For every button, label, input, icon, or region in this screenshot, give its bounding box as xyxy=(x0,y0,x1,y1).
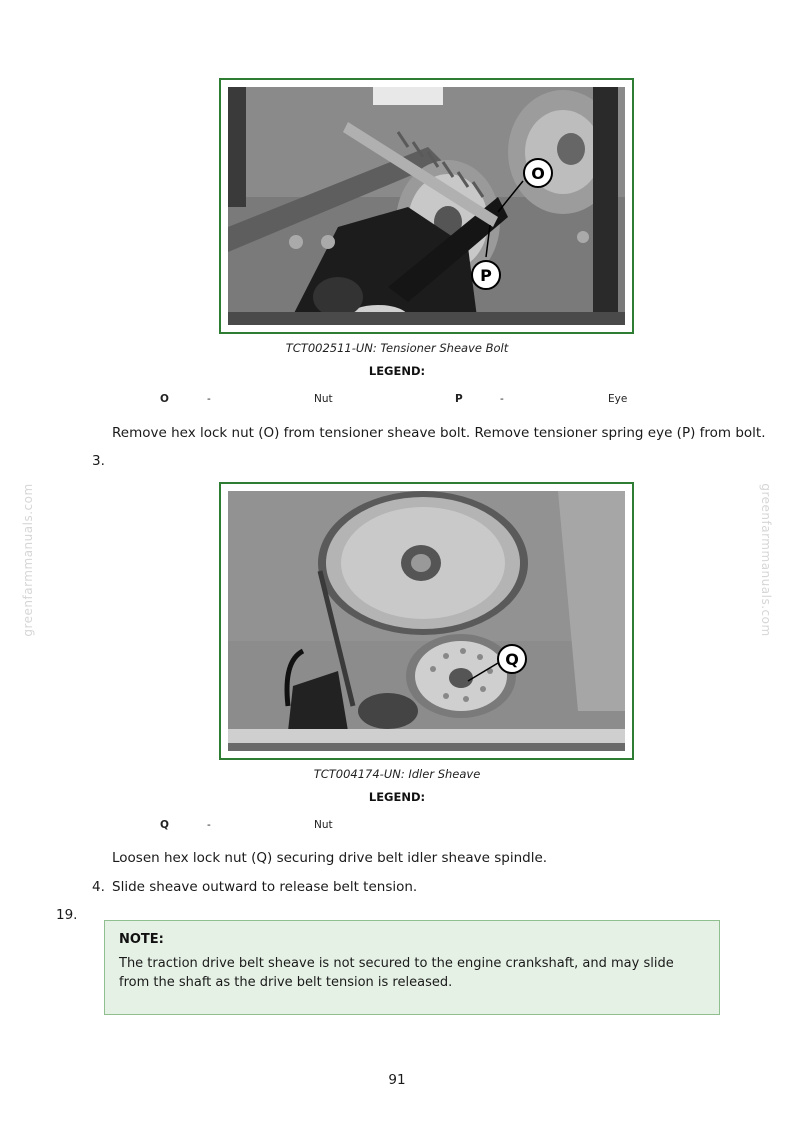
figure-1-frame xyxy=(219,78,634,334)
legend-key-o: O xyxy=(160,393,169,405)
step-number-19: 19. xyxy=(56,907,78,923)
figure-2-caption: TCT004174-UN: Idler Sheave xyxy=(313,767,481,781)
legend-key-p: P xyxy=(455,393,463,405)
figure-2-photo xyxy=(228,491,625,751)
callout-p: P xyxy=(480,266,492,285)
legend-value-o: Nut xyxy=(314,393,333,405)
figure-1-legend-title: LEGEND: xyxy=(368,364,426,378)
note-body: The traction drive belt sheave is not secured to the engine crankshaft, and may slide from the shaft as the drive belt tension is released. xyxy=(119,956,674,990)
step-text-remove-nut: Remove hex lock nut (O) from tensioner sheave bolt. Remove tensioner spring eye (P) from bolt. xyxy=(112,425,766,441)
watermark-left: greenfarmmanuals.com xyxy=(21,483,35,637)
legend-dash-p: - xyxy=(500,393,504,405)
figure-2-frame xyxy=(219,482,634,760)
step-number-4: 4. xyxy=(92,879,105,895)
watermark-right: greenfarmmanuals.com xyxy=(759,483,773,637)
legend-value-q: Nut xyxy=(314,819,333,831)
step-text-slide-sheave: Slide sheave outward to release belt tension. xyxy=(112,879,418,895)
legend-value-p: Eye xyxy=(608,393,628,405)
legend-key-q: Q xyxy=(160,819,169,831)
callout-q: Q xyxy=(505,650,519,669)
legend-dash-q: - xyxy=(207,819,211,831)
figure-1-photo xyxy=(228,87,625,325)
figure-1-caption: TCT002511-UN: Tensioner Sheave Bolt xyxy=(285,341,509,355)
page-number: 91 xyxy=(388,1072,406,1088)
callout-o: O xyxy=(531,164,545,183)
legend-dash-o: - xyxy=(207,393,211,405)
note-box xyxy=(104,920,720,1015)
note-title: NOTE: xyxy=(119,932,164,947)
figure-2-legend-title: LEGEND: xyxy=(368,790,426,804)
step-number-3: 3. xyxy=(92,453,105,469)
step-text-loosen-nut: Loosen hex lock nut (Q) securing drive belt idler sheave spindle. xyxy=(112,850,548,866)
